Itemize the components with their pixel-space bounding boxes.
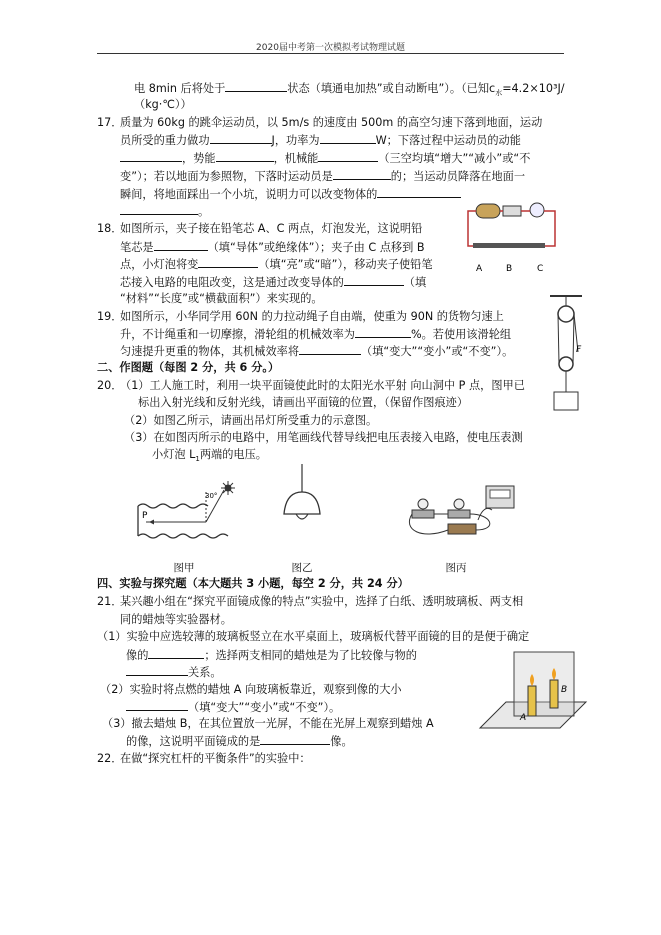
figure-bing [402, 470, 522, 556]
caption-yi: 图乙 [291, 562, 313, 574]
q21-part2-line1: （2）实验时将点燃的蜡烛 A 向玻璃板靠近，观察到像的大小 [100, 683, 402, 696]
cargo-box [554, 392, 578, 410]
cave-top-edge [138, 504, 208, 508]
lamp-bulb-icon [296, 514, 308, 519]
q16-line2: （kg·℃）） [134, 98, 192, 111]
q18-line5: “材料”“长度”或“横截面积”）来实现的。 [120, 292, 323, 305]
label-c: C [537, 264, 544, 274]
q18-line2: 笔芯是 （填“导体”或绝缘体”）；夹子由 C 点移到 B [120, 241, 425, 254]
switch-icon [478, 508, 492, 520]
q19-line3: 匀速提升更重的物体，其机械效率将 （填“变大”“变小”或“不变”）。 [120, 345, 514, 358]
glass-plate [514, 652, 574, 716]
section4-title: 四、实验与探究题（本大题共 3 小题，每空 2 分，共 24 分） [97, 577, 409, 590]
q21-part3-line1: （3）撤去蜡烛 B，在其位置放一光屏，不能在光屏上观察到蜡烛 A [102, 717, 434, 730]
switch-icon [503, 206, 521, 216]
q20-number: 20． [97, 379, 123, 392]
candle-a [528, 686, 536, 716]
fixed-pulley-icon [558, 306, 574, 322]
q20-part3-line1: （3）在如图丙所示的电路中，用笔画线代替导线把电压表接入电路，使电压表测 [124, 431, 523, 444]
caption-jia: 图甲 [173, 562, 195, 574]
header-rule [97, 53, 564, 54]
section3-title: 二、作图题（每图 2 分，共 6 分。） [97, 361, 280, 374]
q21-line1: 某兴趣小组在“探究平面镜成像的特点”实验中，选择了白纸、透明玻璃板、两支相 [120, 595, 524, 608]
pencil-lead [473, 243, 545, 248]
q17-line1: 质量为 60kg 的跳伞运动员，以 5m/s 的速度由 500m 的高空匀速下落到地面，运动 [120, 116, 543, 129]
q18-number: 18． [97, 222, 123, 235]
candle-b [550, 680, 558, 708]
caption-bing: 图丙 [445, 562, 467, 574]
lamp-l1-base [412, 510, 434, 518]
q21-number: 21． [97, 595, 123, 608]
q21-part2-line2: （填“变大”“变小”或“不变”）。 [126, 700, 340, 715]
pulley-figure [548, 294, 584, 414]
label-a: A [476, 264, 483, 274]
battery-icon [476, 204, 500, 218]
q18-line3: 点，小灯泡将变 （填“亮”或“暗”），移动夹子使铅笔 [120, 258, 433, 271]
q20-part2: （2）如图乙所示，请画出吊灯所受重力的示意图。 [124, 414, 378, 427]
label-b: B [506, 264, 513, 274]
q19-number: 19． [97, 310, 123, 323]
lamp-l1-icon [418, 499, 428, 509]
q21-part1-line2: 像的 ；选择两支相同的蜡烛是为了比较像与物的 [126, 649, 417, 662]
figure-jia [134, 480, 240, 552]
lamp-shade [284, 492, 320, 514]
label-candle-b: B [561, 685, 568, 695]
bulb-icon [530, 203, 544, 217]
point-p: P [142, 511, 148, 521]
q21-part1-line1: （1）实验中应选较薄的玻璃板竖立在水平桌面上，玻璃板代替平面镜的目的是便于确定 [97, 630, 530, 643]
q17-line4: 变”）；若以地面为参照物，下落时运动员是 的；当运动员降落在地面一 [120, 170, 526, 183]
lamp-l2-base [448, 510, 470, 518]
q20-part3-line2: 小灯泡 $L_1$两端的电压。 [152, 448, 267, 464]
label-candle-a: A [520, 713, 527, 723]
q21-part3-line2: 的像，这说明平面镜成的是 像。 [126, 735, 353, 748]
q21-part1-line3: 关系。 [126, 665, 222, 680]
q19-line1: 如图所示，小华同学用 60N 的力拉动绳子自由端，使重为 90N 的货物匀速上 [120, 310, 504, 323]
movable-pulley-icon [559, 357, 573, 371]
q20-part1-line1: （1）工人施工时，利用一块平面镜使此时的太阳光水平射 向山洞中 P 点，图甲已 [120, 379, 525, 392]
q22-number: 22． [97, 752, 123, 765]
cave-bottom-edge [138, 534, 228, 538]
q17-number: 17． [97, 116, 123, 129]
q18-line4: 芯接入电路的电阻改变，这是通过改变导体的 （填 [120, 276, 427, 289]
q19-line2: 升，不计绳重和一切摩擦，滑轮组的机械效率为 %。若使用该滑轮组 [120, 328, 512, 341]
sun-icon [221, 481, 235, 495]
force-label: F [576, 345, 582, 355]
angle-label: 30° [205, 492, 218, 500]
q17-line3: ，势能 ，机械能 （三空均填“增大”“减小”或“不 [120, 151, 530, 166]
q22-line1: 在做“探究杠杆的平衡条件”的实验中： [120, 752, 311, 765]
figure-yi [272, 462, 332, 552]
battery-box [448, 524, 476, 534]
q20-part1-line2: 标出入射光线和反射光线，请画出平面镜的位置，（保留作图痕迹） [138, 396, 469, 409]
q16-line1: 电 8min 后将处于 状态（填通电加热”或自动断电”）。（已知$c_水=4.2\times 10^3J/$ [134, 82, 565, 98]
pencil-circuit-figure [463, 198, 563, 278]
lamp-l2-icon [454, 499, 464, 509]
q17-line5: 瞬间，将地面踩出一个小坑，说明力可以改变物体的 [120, 187, 461, 202]
mirror-experiment-figure [476, 644, 588, 736]
q17-line6: 。 [120, 204, 209, 219]
page-header: 2020届中考第一次模拟考试物理试题 [256, 43, 405, 53]
q21-line2: 同的蜡烛等实验器材。 [120, 613, 232, 626]
q17-line2: 员所受的重力做功 J，功率为 W；下落过程中运动员的动能 [120, 134, 521, 147]
q18-line1: 如图所示，夹子接在铅笔芯 A、C 两点，灯泡发光，这说明铅 [120, 222, 423, 235]
